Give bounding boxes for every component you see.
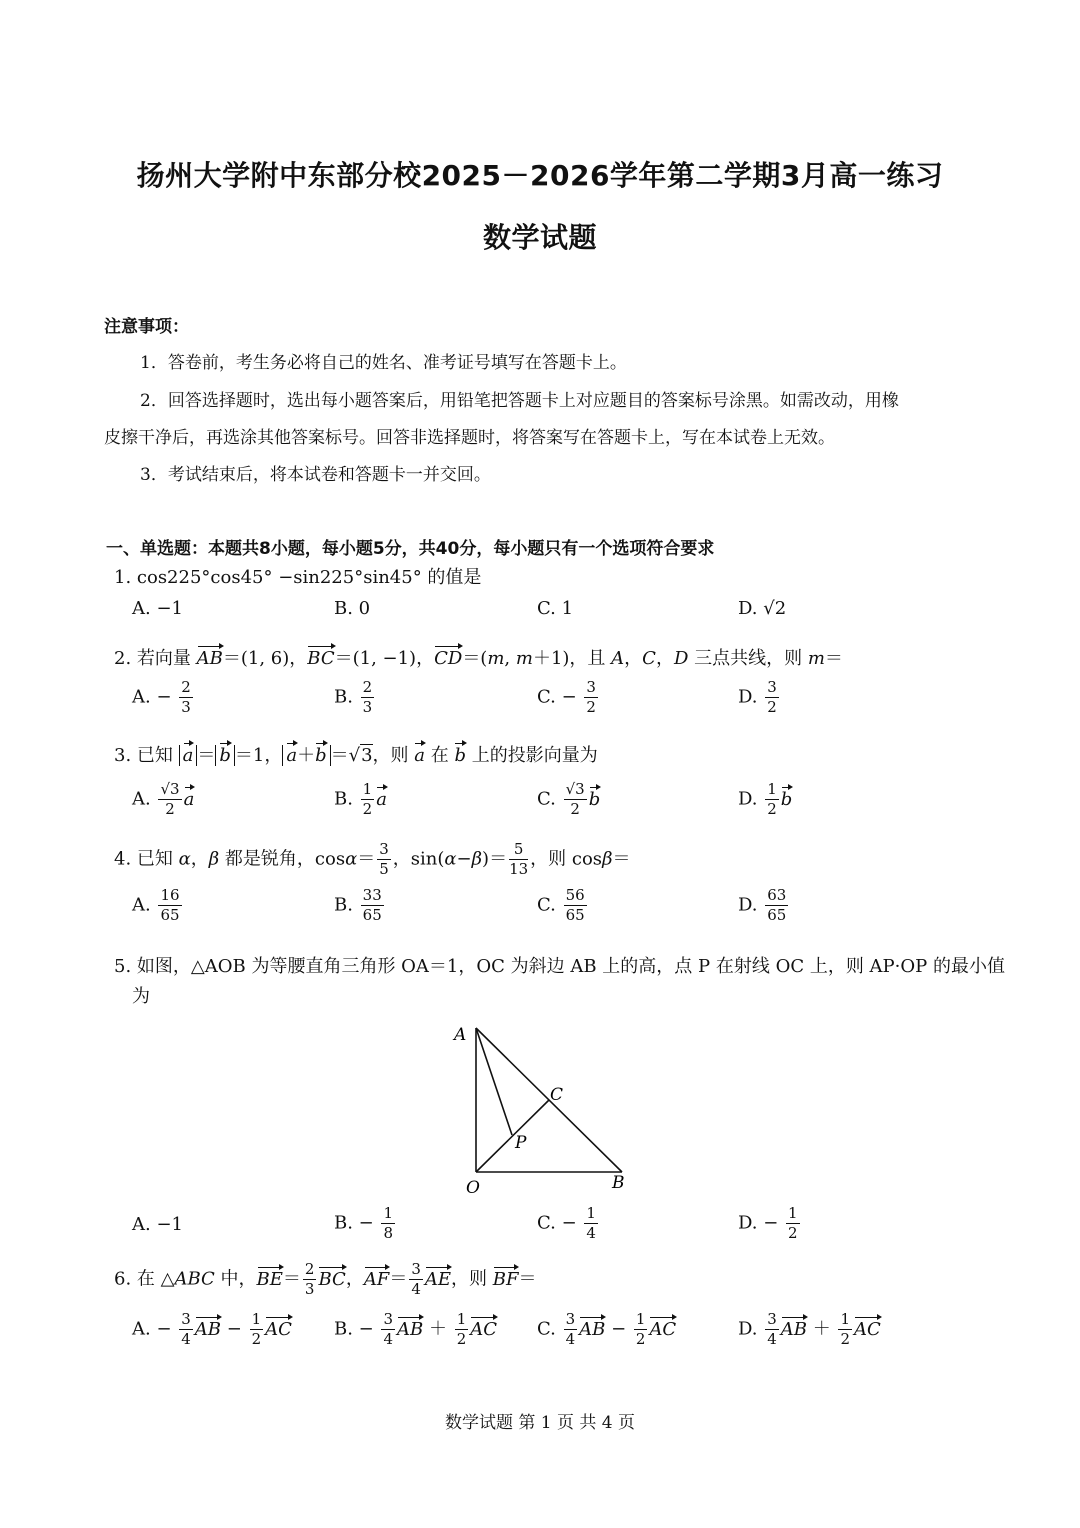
q1-option-b: B. 0 — [334, 598, 371, 619]
q5-option-b: B. − $\frac{1}{8}$ — [334, 1204, 394, 1242]
label-p: P — [515, 1133, 527, 1153]
q2-option-c: C. − $\frac{3}{2}$ — [537, 678, 596, 716]
title-line2: 数学试题 — [482, 221, 597, 254]
q6-option-d: D. $\frac{3}{4}$ AB ＋ $\frac{1}{2}$ AC — [738, 1310, 881, 1348]
q3-option-d: D. $\frac{1}{2}$ b — [738, 780, 793, 818]
q1-option-c: C. 1 — [537, 598, 574, 619]
q1-option-a: A. −1 — [132, 598, 183, 619]
note-2a: 2．回答选择题时，选出每小题答案后，用铅笔把答题卡上对应题目的答案标号涂黑。如需改动，用橡 — [140, 391, 899, 411]
title-line1: 扬州大学附中东部分校2025－2026学年第二学期3月高一练习 — [136, 159, 944, 192]
q1-stem: 1. cos225°cos45° −sin225°sin45° 的值是 — [114, 567, 482, 588]
q3-option-c: C. $\frac{√3}{2}$ b — [537, 780, 601, 818]
q4-option-c: C. $\frac{56}{65}$ — [537, 886, 585, 924]
note-3: 3．考试结束后，将本试卷和答题卡一并交回。 — [140, 465, 491, 485]
q6-option-a: A. − $\frac{3}{4}$ AB − $\frac{1}{2}$ AC — [132, 1310, 292, 1348]
q2-option-a: A. − $\frac{2}{3}$ — [132, 678, 191, 716]
label-o: O — [466, 1178, 480, 1198]
section-1-heading: 一、单选题：本题共8小题，每小题5分，共40分，每小题只有一个选项符合要求 — [106, 539, 715, 559]
q3-option-a: A. $\frac{√3}{2}$ a — [132, 780, 195, 818]
note-1: 1．答卷前，考生务必将自己的姓名、准考证号填写在答题卡上。 — [140, 353, 627, 373]
page-footer: 数学试题 第 1 页 共 4 页 — [444, 1413, 636, 1433]
label-b: B — [612, 1173, 625, 1193]
q2-option-b: B. $\frac{2}{3}$ — [334, 678, 373, 716]
q4-option-a: A. $\frac{16}{65}$ — [132, 886, 180, 924]
q6-stem: 6. 在 △ABC 中，BE＝ $\frac{2}{3}$ BC，AF＝ $\frac{3}{4}$ AE，则 BF＝ — [114, 1260, 537, 1298]
q5-option-c: C. − $\frac{1}{4}$ — [537, 1204, 596, 1242]
label-c: C — [550, 1085, 564, 1105]
q1-option-d: D. √2 — [738, 598, 787, 619]
q5-option-d: D. − $\frac{1}{2}$ — [738, 1204, 798, 1242]
label-a: A — [454, 1025, 467, 1045]
q2-stem: 2. 若向量 AB＝(1, 6)，BC＝(1, −1)，CD＝(m, m＋1)，且 A，C，D 三点共线，则 m＝ — [114, 644, 843, 670]
notes-heading: 注意事项： — [104, 317, 189, 337]
q3-option-b: B. $\frac{1}{2}$ a — [334, 780, 387, 818]
q5-figure — [440, 1018, 650, 1200]
q5-option-a: A. −1 — [132, 1214, 183, 1235]
q3-stem: 3. 已知 a ＝ b ＝1， a＋b ＝√3，则 a 在 b 上的投影向量为 — [114, 741, 598, 767]
q2-option-d: D. $\frac{3}{2}$ — [738, 678, 777, 716]
q5-stem: 5. 如图，△AOB 为等腰直角三角形 OA＝1，OC 为斜边 AB 上的高，点 P 在射线 OC 上，则 AP·OP 的最小值 — [114, 956, 1005, 977]
note-2b: 皮擦干净后，再选涂其他答案标号。回答非选择题时，将答案写在答题卡上，写在本试卷上无效。 — [104, 428, 835, 448]
q5-stem-cont: 为 — [132, 986, 150, 1007]
q6-option-b: B. − $\frac{3}{4}$ AB ＋ $\frac{1}{2}$ AC — [334, 1310, 498, 1348]
q6-option-c: C. $\frac{3}{4}$ AB − $\frac{1}{2}$ AC — [537, 1310, 677, 1348]
q4-option-d: D. $\frac{63}{65}$ — [738, 886, 787, 924]
segment-ap — [476, 1028, 512, 1135]
q4-stem: 4. 已知 α，β 都是锐角，cosα＝ $\frac{3}{5}$ ，sin(α−β)＝ $\frac{5}{13}$ ，则 cosβ＝ — [114, 840, 631, 878]
q4-option-b: B. $\frac{33}{65}$ — [334, 886, 382, 924]
segment-oc — [476, 1100, 549, 1172]
